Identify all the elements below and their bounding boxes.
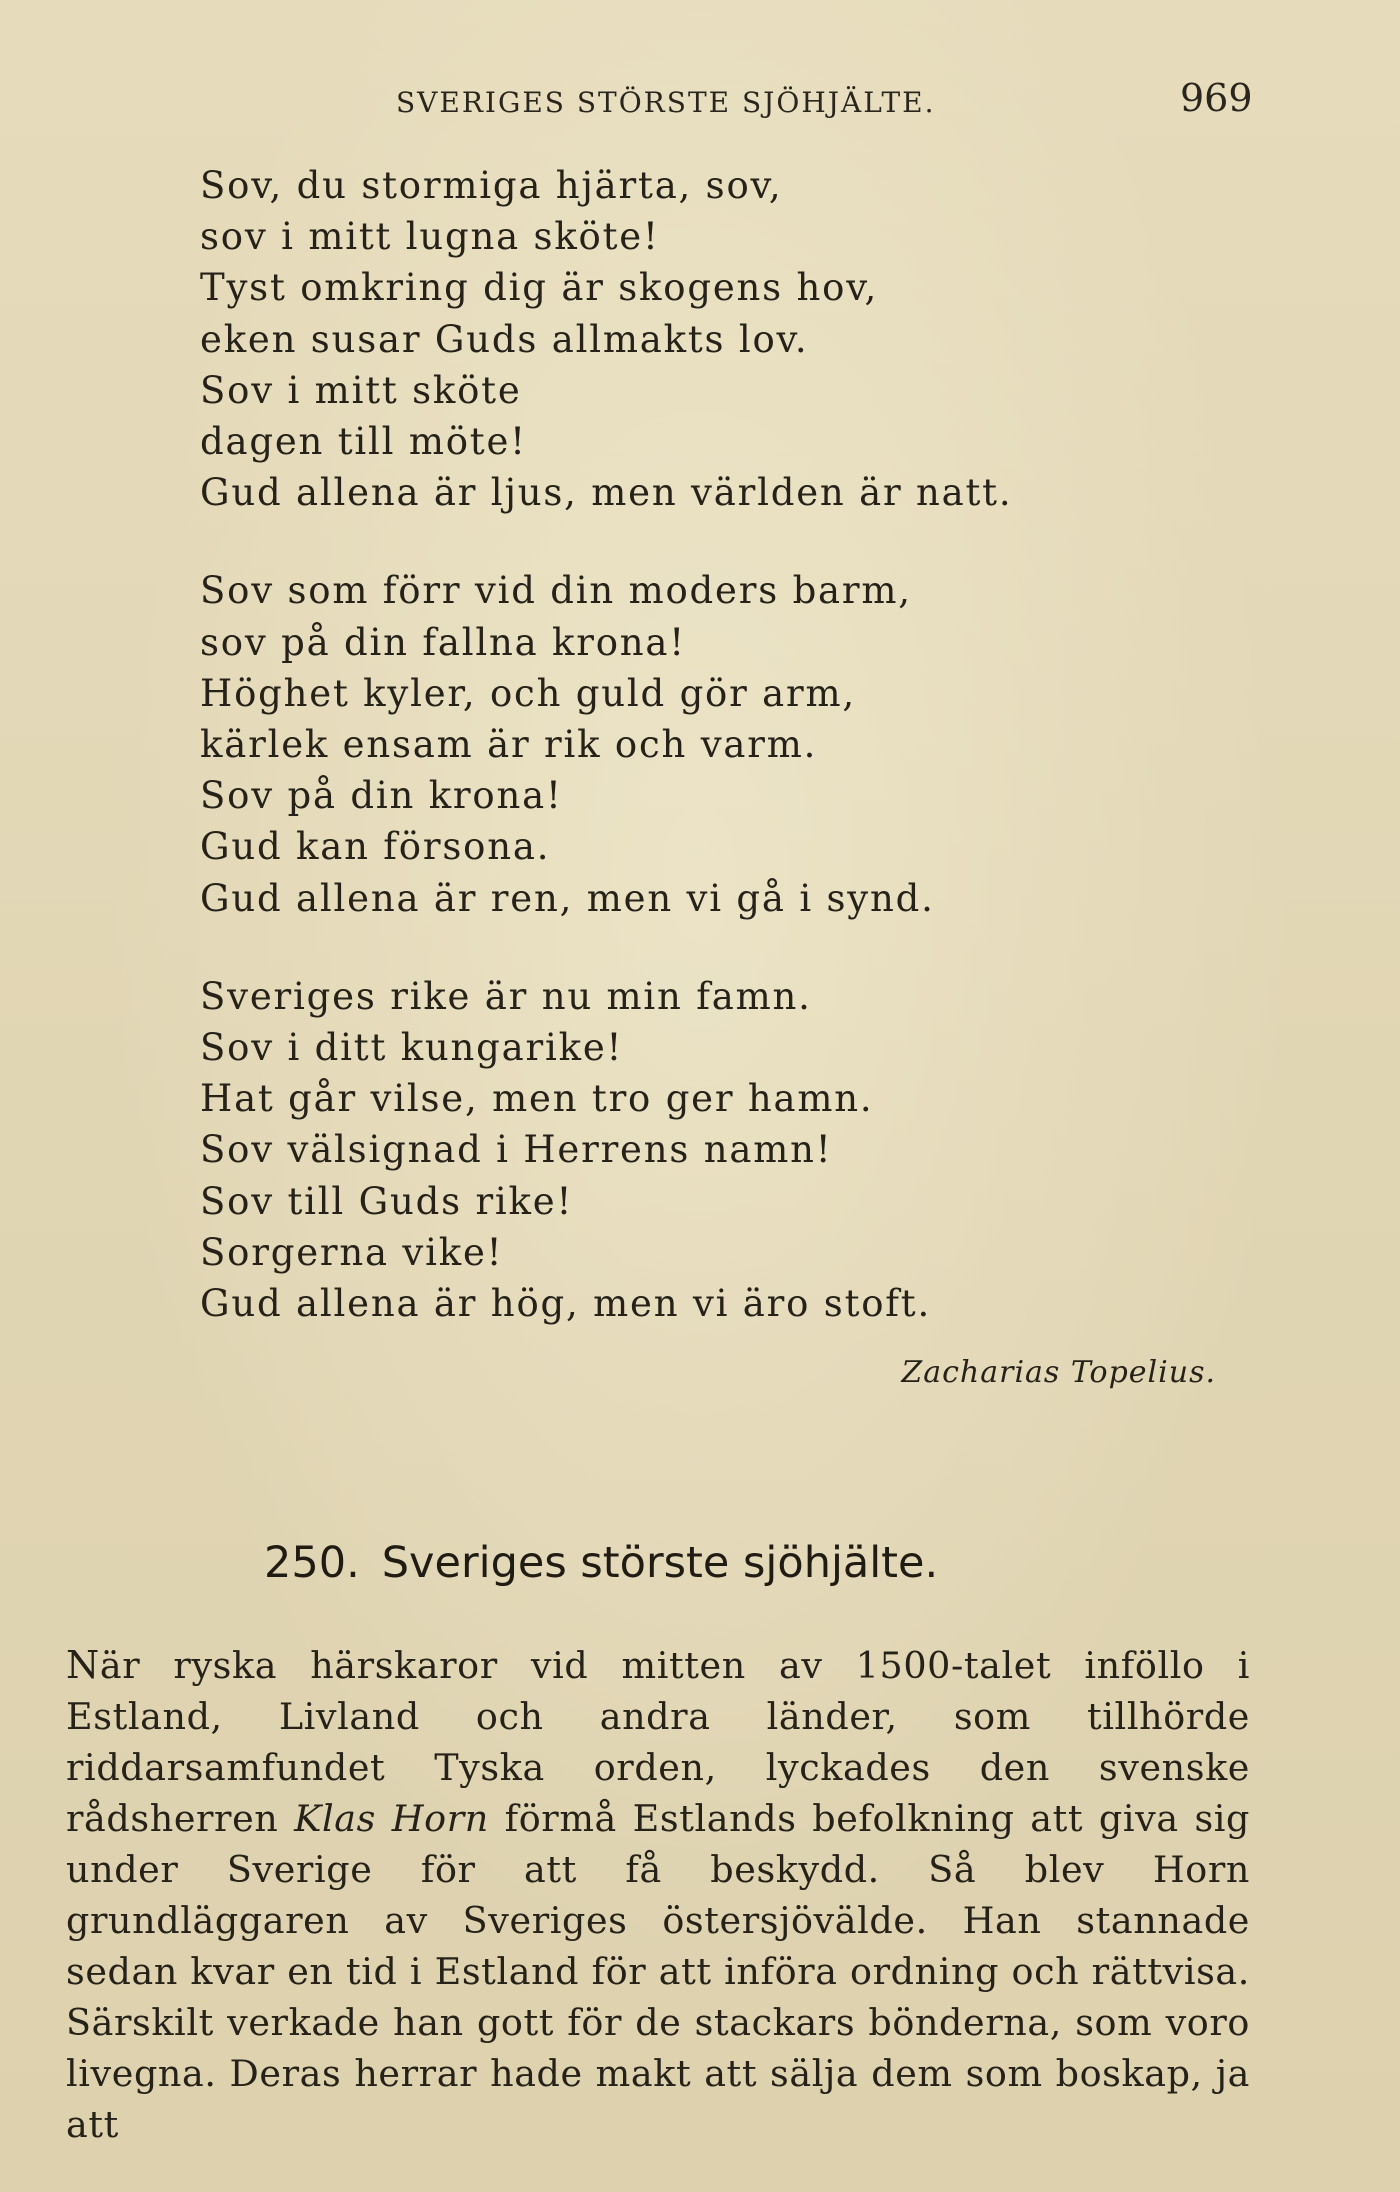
poem-line: Sov i ditt kungarike!: [200, 1026, 624, 1070]
poem-line: Gud allena är ljus, men världen är natt.: [200, 471, 1013, 515]
poem-line: Sov i mitt sköte: [200, 368, 522, 412]
person-name: Klas Horn: [294, 1797, 489, 1840]
page-number: 969: [1180, 76, 1253, 120]
poem-line: Sov välsignad i Herrens namn!: [200, 1128, 833, 1172]
prose-text: förmå Estlands befolkning att giva sig under Sverige för att få beskydd. Så blev Horn grundläggaren av Sveriges östersjövälde. Han stannade sedan kvar en tid i Estland för att införa ordning och rättvisa. Särskilt verkade han gott för de stackars bönderna, som voro livegna. Deras herrar hade makt att sälja dem som boskap, ja att: [66, 1797, 1251, 2146]
poem-line: Sov på din krona!: [200, 774, 563, 818]
poem-stanza: [200, 565, 1260, 923]
running-head: SVERIGES STÖRSTE SJÖHJÄLTE.: [396, 86, 936, 119]
poem-line: Sveriges rike är nu min famn.: [200, 974, 812, 1018]
poem-line: Hat går vilse, men tro ger hamn.: [200, 1077, 874, 1121]
poem-line: Sov, du stormiga hjärta, sov,: [200, 164, 783, 207]
poem-line: kärlek ensam är rik och varm.: [200, 723, 818, 767]
poem-line: Höghet kyler, och guld gör arm,: [200, 671, 856, 715]
poem-line: Tyst omkring dig är skogens hov,: [200, 266, 879, 310]
poem-stanza: [200, 971, 1260, 1329]
section-heading: [264, 1538, 938, 1588]
poem-line: Gud allena är hög, men vi äro stoft.: [200, 1282, 932, 1326]
poem-line: sov på din fallna krona!: [200, 620, 686, 664]
poem-line: Sov som förr vid din moders barm,: [200, 569, 912, 613]
section-title: Sveriges störste sjöhjälte.: [381, 1538, 939, 1588]
poem-line: eken susar Guds allmakts lov.: [200, 317, 809, 361]
poem-line: Gud kan försona.: [200, 825, 551, 869]
poem-line: dagen till möte!: [200, 420, 527, 464]
initial-letter: N: [66, 1643, 100, 1687]
poem-line: Gud allena är ren, men vi gå i synd.: [200, 876, 935, 920]
prose-paragraph: [66, 1640, 1250, 2150]
poem-line: Sorgerna vike!: [200, 1230, 504, 1274]
poem-line: sov i mitt lugna sköte!: [200, 215, 660, 259]
poem-line: Sov till Guds rike!: [200, 1179, 574, 1223]
poem: [200, 160, 1260, 1390]
poem-author-signature: Zacharias Topelius.: [901, 1355, 1216, 1390]
section-number: 250.: [264, 1538, 360, 1588]
poem-stanza: [200, 160, 1260, 518]
prose-text: är ryska härskaror vid mitten av 1500-talet inföllo i Estland, Livland och andra länder, som tillhörde riddarsamfundet Tyska orden, lyckades den svenske rådsherren: [66, 1644, 1250, 1840]
